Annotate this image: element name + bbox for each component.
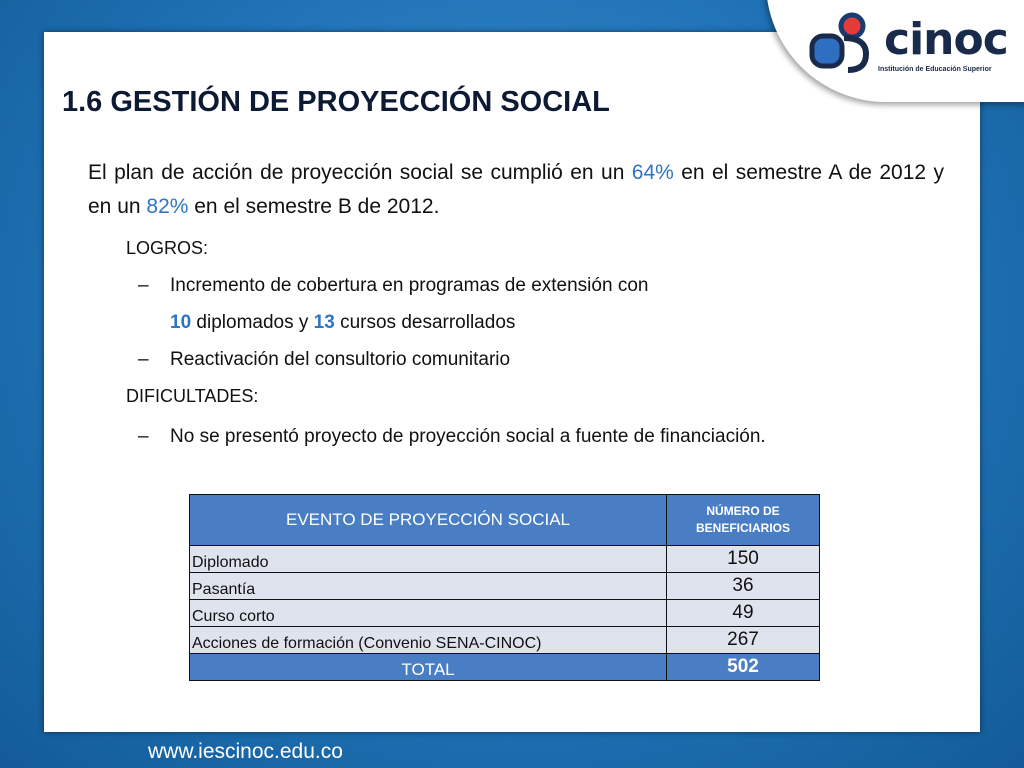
cinoc-logo-icon bbox=[804, 8, 884, 74]
difficulties-label: DIFICULTADES: bbox=[126, 386, 259, 406]
beneficiaries-count: 150 bbox=[667, 546, 820, 573]
intro-paragraph bbox=[88, 156, 944, 224]
percent-semester-b: 82% bbox=[146, 195, 189, 218]
logo-wordmark: cinoc bbox=[884, 14, 1008, 65]
event-name: Acciones de formación (Convenio SENA-CINOC) bbox=[190, 627, 667, 654]
achievement-item-1-mid: diplomados y bbox=[191, 312, 314, 333]
header-beneficiaries: NÚMERO DE BENEFICIARIOS bbox=[667, 495, 820, 546]
beneficiaries-count: 36 bbox=[667, 573, 820, 600]
diplomas-count: 10 bbox=[170, 312, 192, 333]
achievement-item-1 bbox=[138, 275, 648, 297]
intro-text-3: en el semestre B de 2012. bbox=[188, 195, 440, 218]
event-name: Diplomado bbox=[190, 546, 667, 573]
achievement-item-1-end: cursos desarrollados bbox=[334, 312, 516, 333]
logo-tagline: Institución de Educación Superior bbox=[878, 66, 992, 73]
events-table bbox=[189, 494, 820, 681]
footer-url: www.iescinoc.edu.co bbox=[148, 740, 343, 763]
achievements-label: LOGROS: bbox=[126, 238, 209, 258]
total-count: 502 bbox=[667, 654, 820, 681]
courses-count: 13 bbox=[313, 312, 335, 333]
event-name: Curso corto bbox=[190, 600, 667, 627]
difficulty-item-1 bbox=[138, 426, 766, 448]
total-label: TOTAL bbox=[190, 654, 667, 681]
page-title: 1.6 GESTIÓN DE PROYECCIÓN SOCIAL bbox=[62, 86, 610, 118]
achievement-item-2 bbox=[138, 349, 510, 371]
bullet-dash: – bbox=[138, 275, 149, 296]
header-event: EVENTO DE PROYECCIÓN SOCIAL bbox=[190, 495, 667, 546]
event-name: Pasantía bbox=[190, 573, 667, 600]
table-total-row bbox=[190, 654, 820, 681]
beneficiaries-count: 267 bbox=[667, 627, 820, 654]
achievement-item-2-text: Reactivación del consultorio comunitario bbox=[170, 349, 511, 370]
intro-text-2: en el semestre A de 2012 y en un bbox=[88, 161, 944, 218]
table-row bbox=[190, 546, 820, 573]
table-row bbox=[190, 600, 820, 627]
achievement-item-1-text: Incremento de cobertura en programas de extensión con bbox=[170, 275, 649, 296]
intro-text-1: El plan de acción de proyección social se cumplió en un bbox=[88, 161, 632, 184]
bullet-dash: – bbox=[138, 349, 149, 370]
bullet-dash: – bbox=[138, 426, 149, 447]
table-row bbox=[190, 627, 820, 654]
beneficiaries-count: 49 bbox=[667, 600, 820, 627]
achievement-item-1-continuation bbox=[170, 312, 515, 334]
difficulty-item-1-text: No se presentó proyecto de proyección social a fuente de financiación. bbox=[170, 426, 766, 447]
table-row bbox=[190, 573, 820, 600]
table-header-row bbox=[190, 495, 820, 546]
percent-semester-a: 64% bbox=[631, 161, 674, 184]
